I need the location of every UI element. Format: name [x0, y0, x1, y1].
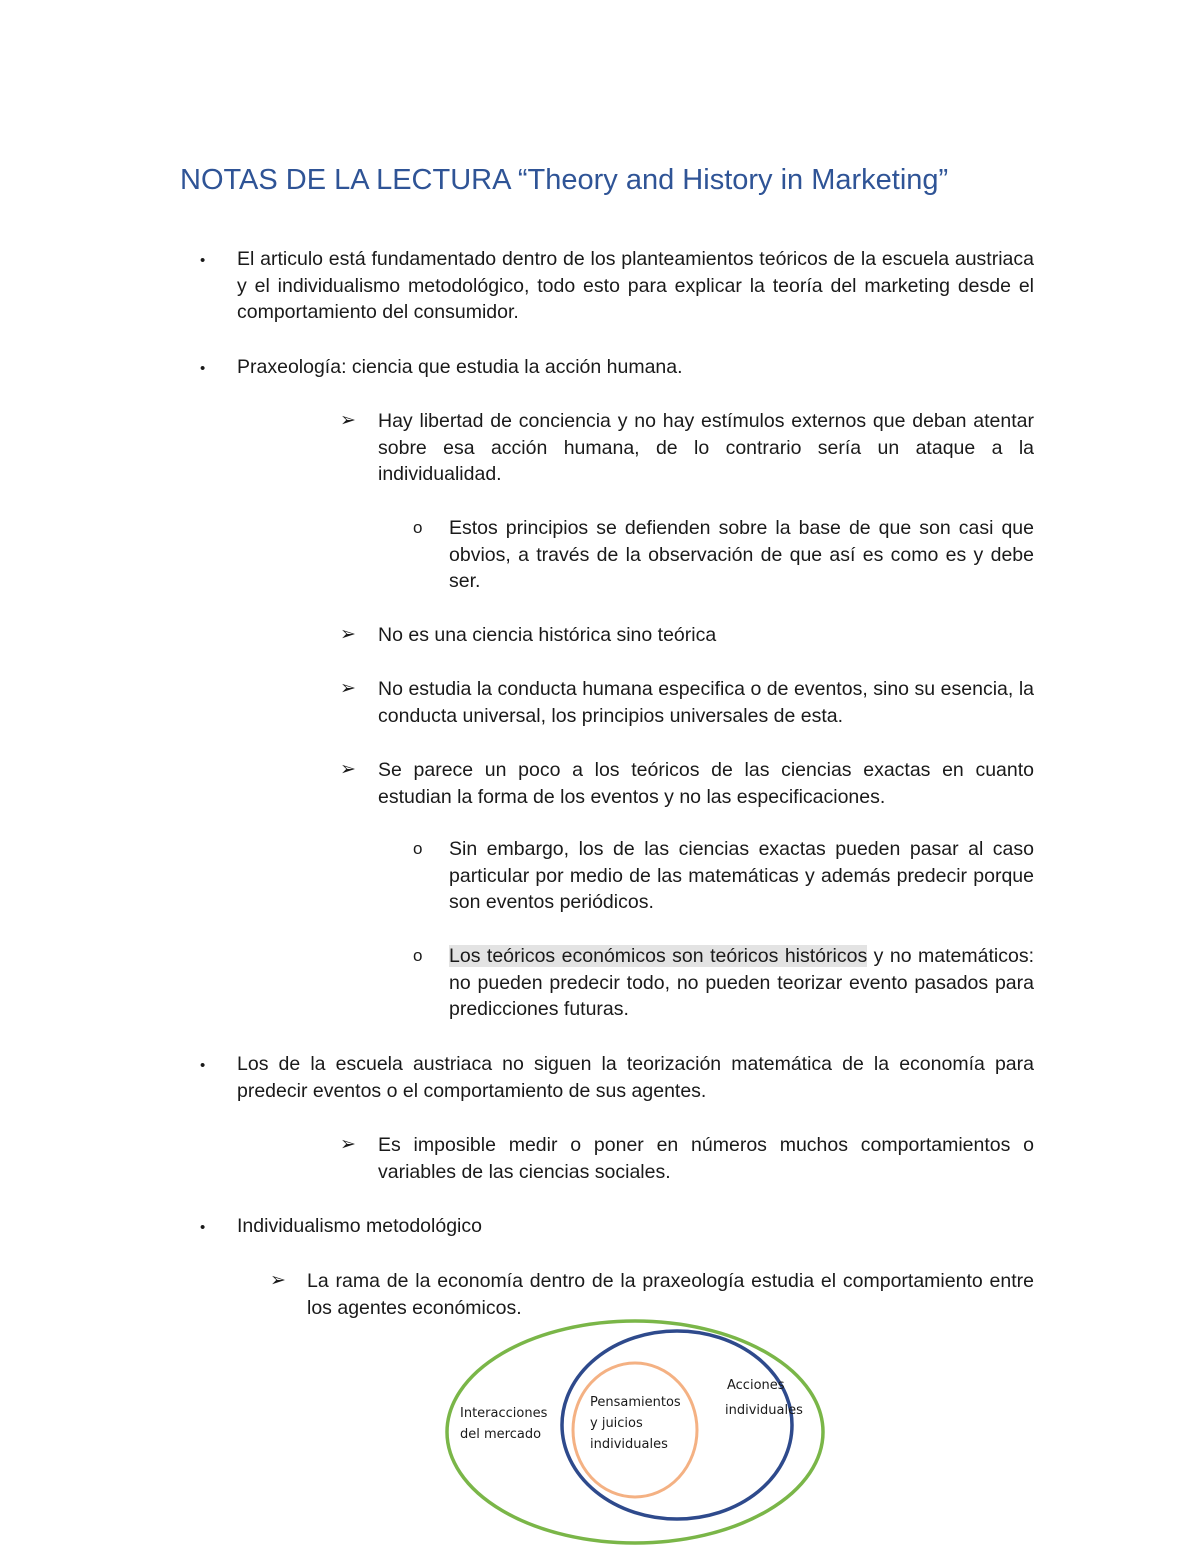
- circle-bullet-icon: o: [413, 518, 423, 537]
- arrow-bullet-icon: ➢: [270, 1270, 286, 1291]
- highlighted-text: Los teóricos económicos son teóricos históricos: [449, 945, 868, 967]
- list-item: Estos principios se defienden sobre la base de que son casi que obvios, a través de la observación de que así es como es y debe ser.: [449, 517, 1034, 592]
- list-item: Se parece un poco a los teóricos de las ciencias exactas en cuanto estudian la forma de los eventos y no las especificaciones.: [378, 759, 1034, 808]
- inner-label-line1: Pensamientos: [590, 1395, 681, 1410]
- bullet-marker: •: [200, 360, 206, 377]
- list-item: El articulo está fundamentado dentro de los planteamientos teóricos de la escuela austriaca y el individualismo metodológico, todo esto para explicar la teoría del marketing desde el comportamiento del consumidor.: [237, 248, 1034, 323]
- circle-bullet-icon: o: [413, 946, 423, 965]
- middle-label-line1: Acciones: [727, 1378, 785, 1393]
- list-item: Los de la escuela austriaca no siguen la teorización matemática de la economía para predecir eventos o el comportamiento de sus agentes.: [237, 1053, 1034, 1102]
- list-item: Praxeología: ciencia que estudia la acción humana.: [237, 356, 683, 378]
- inner-label-line3: individuales: [590, 1437, 668, 1452]
- arrow-bullet-icon: ➢: [340, 410, 356, 431]
- list-item: Es imposible medir o poner en números muchos comportamientos o variables de las ciencias sociales.: [378, 1134, 1034, 1183]
- bullet-marker: •: [200, 1057, 206, 1074]
- inner-label-line2: y juicios: [590, 1416, 643, 1431]
- circle-bullet-icon: o: [413, 839, 423, 858]
- list-item: Sin embargo, los de las ciencias exactas pueden pasar al caso particular por medio de las matemáticas y además predecir porque son eventos periódicos.: [449, 838, 1034, 913]
- list-item: Hay libertad de conciencia y no hay estímulos externos que deban atentar sobre esa acción humana, de lo contrario sería un ataque a la individualidad.: [378, 410, 1034, 485]
- list-item: [449, 943, 1034, 1023]
- bullet-marker: •: [200, 252, 206, 269]
- outer-label-line1: Interacciones: [460, 1406, 548, 1421]
- middle-label-line2: individuales: [725, 1403, 803, 1418]
- bullet-marker: •: [200, 1219, 206, 1236]
- list-item-text: y no matemáticos: no pueden predecir todo, no pueden teorizar evento pasados para predicciones futuras.: [449, 945, 1035, 1020]
- arrow-bullet-icon: ➢: [340, 624, 356, 645]
- list-item: No es una ciencia histórica sino teórica: [378, 624, 717, 646]
- list-item: No estudia la conducta humana especifica o de eventos, sino su esencia, la conducta universal, los principios universales de esta.: [378, 678, 1034, 727]
- list-item: La rama de la economía dentro de la praxeología estudia el comportamiento entre los agentes económicos.: [307, 1270, 1034, 1319]
- list-item: Individualismo metodológico: [237, 1215, 482, 1237]
- outer-label-line2: del mercado: [460, 1427, 542, 1442]
- page-title: NOTAS DE LA LECTURA “Theory and History in Marketing”: [180, 164, 949, 196]
- arrow-bullet-icon: ➢: [340, 1134, 356, 1155]
- nested-circles-diagram: [440, 1315, 840, 1555]
- arrow-bullet-icon: ➢: [340, 678, 356, 699]
- arrow-bullet-icon: ➢: [340, 759, 356, 780]
